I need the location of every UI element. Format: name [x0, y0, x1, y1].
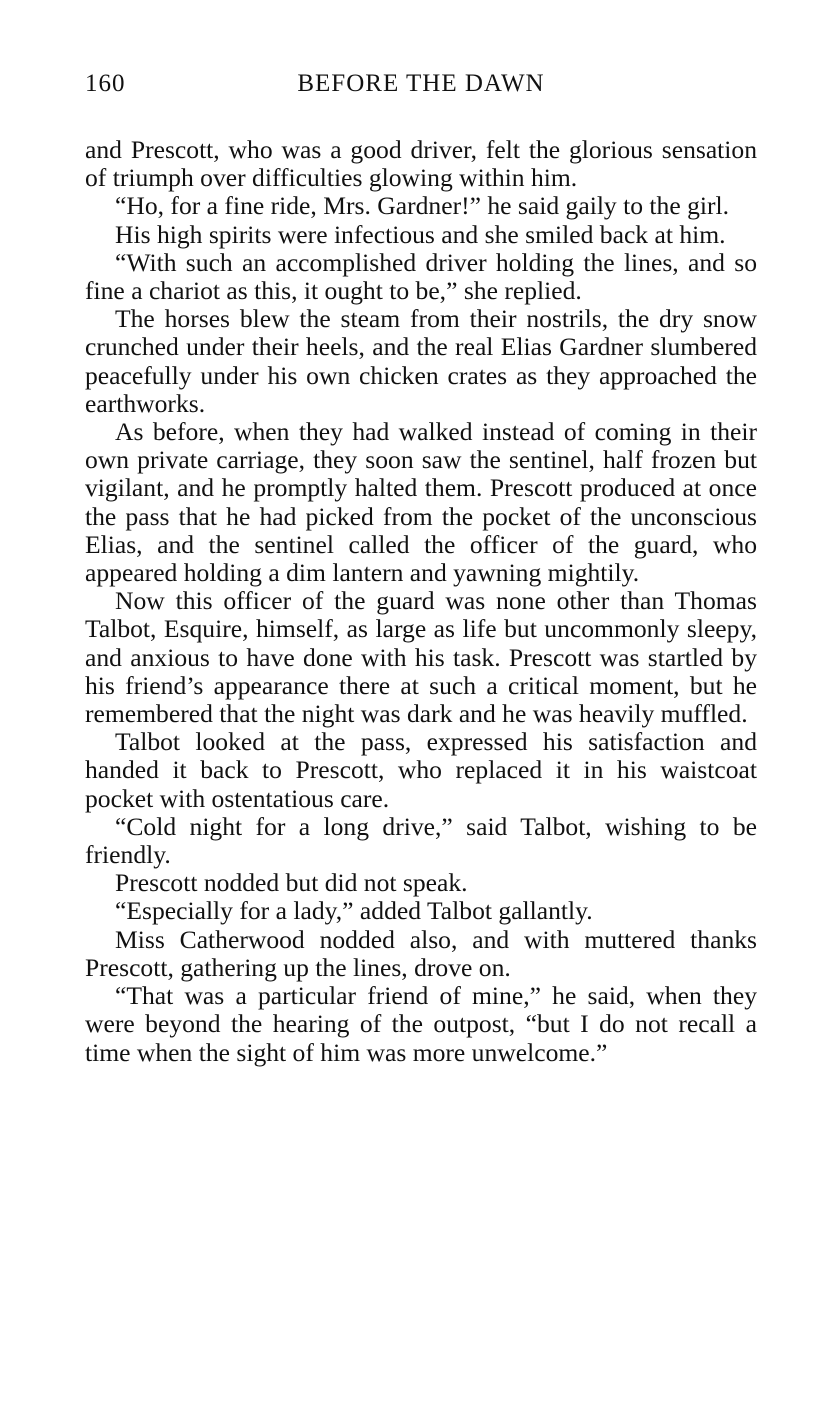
- paragraph: “Ho, for a fine ride, Mrs. Gardner!” he said gaily to the girl.: [115, 191, 730, 221]
- paragraph: “With such an accomplished driver holding the lines, and so fine a chariot as this, it ought to be,” she replied.: [85, 247, 757, 306]
- paragraph: His high spirits were infectious and she smiled back at him.: [115, 219, 726, 249]
- paragraph: “Cold night for a long drive,” said Talbot, wishing to be friendly.: [85, 811, 757, 870]
- paragraph: Now this officer of the guard was none other than Thomas Talbot, Esquire, himself, as large as life but uncommonly sleepy, and anxious to have done with his task. Prescott was startled by his friend’s appearance there at such a critical moment, but he remembered that the night was dark and he was heavily muffled.: [85, 586, 757, 729]
- paragraph: Prescott nodded but did not speak.: [115, 868, 468, 898]
- paragraph: “Especially for a lady,” added Talbot gallantly.: [115, 896, 593, 926]
- paragraph: Miss Catherwood nodded also, and with muttered thanks Prescott, gathering up the lines, drove on.: [85, 924, 757, 982]
- page-number: 160: [85, 70, 126, 97]
- paragraph: As before, when they had walked instead of coming in their own private carriage, they soon saw the sentinel, half frozen but vigilant, and he promptly halted them. Prescott produced at once the pass that he had picked from the pocket of the unconscious Elias, and the sentinel called the officer of the guard, who appeared holding a dim lantern and yawning mightily.: [85, 417, 757, 588]
- paragraph: Talbot looked at the pass, expressed his satisfaction and handed it back to Prescott, who replaced it in his waistcoat pocket with ostentatious care.: [85, 727, 757, 813]
- paragraph: and Prescott, who was a good driver, felt the glorious sensation of triumph over difficulties glowing within him.: [85, 135, 757, 193]
- page-header: [85, 70, 757, 104]
- paragraph: The horses blew the steam from their nostrils, the dry snow crunched under their heels, and the real Elias Gardner slumbered peacefully under his own chicken crates as they approached the earthworks.: [85, 304, 757, 418]
- paragraph: “That was a particular friend of mine,” he said, when they were beyond the hearing of the outpost, “but I do not recall a time when the sight of him was more unwelcome.”: [85, 981, 757, 1067]
- running-title: BEFORE THE DAWN: [297, 70, 545, 97]
- body-text: [85, 136, 757, 1067]
